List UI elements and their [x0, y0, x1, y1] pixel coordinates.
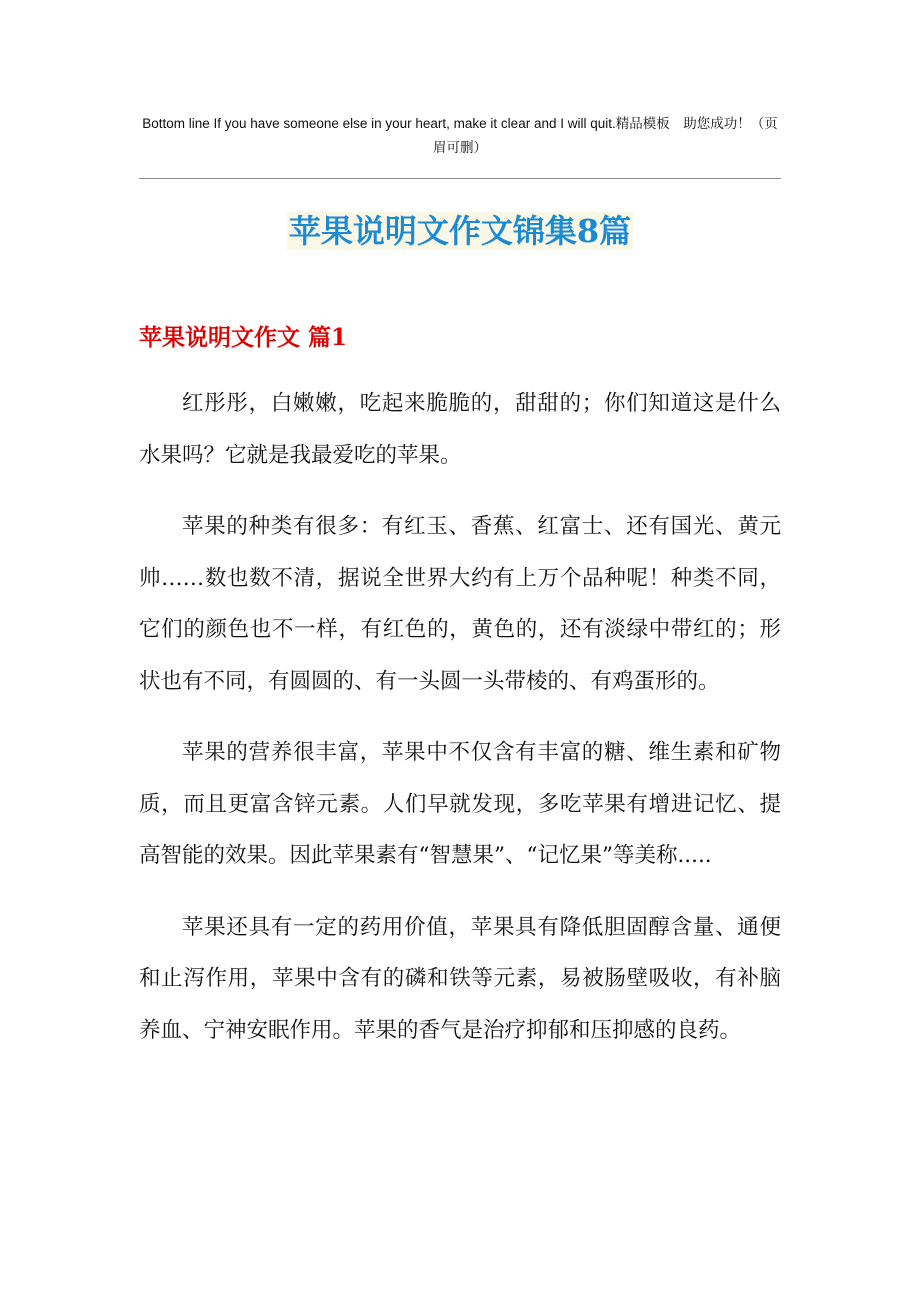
- section-heading: 苹果说明文作文 篇1: [139, 324, 348, 351]
- document-title-text: 苹果说明文作文锦集8篇: [288, 212, 632, 250]
- page-header: [140, 112, 780, 160]
- paragraph: 苹果还具有一定的药用价值，苹果具有降低胆固醇含量、通便和止泻作用，苹果中含有的磷和铁等元素，易被肠壁吸收，有补脑养血、宁神安眠作用。苹果的香气是治疗抑郁和压抑感的良药。: [139, 914, 781, 1043]
- paragraph: 红彤彤，白嫩嫩，吃起来脆脆的，甜甜的；你们知道这是什么水果吗？它就是我最爱吃的苹果。: [139, 391, 781, 468]
- paragraph: 苹果的营养很丰富，苹果中不仅含有丰富的糖、维生素和矿物质，而且更富含锌元素。人们早就发现，多吃苹果有增进记忆、提高智能的效果。因此苹果素有“智慧果”、“记忆果”等美称.....: [139, 740, 781, 868]
- paragraph: 苹果的种类有很多：有红玉、香蕉、红富士、还有国光、黄元帅……数也数不清，据说全世界大约有上万个品种呢！种类不同，它们的颜色也不一样，有红色的，黄色的，还有淡绿中带红的；形状也有不同，有圆圆的、有一头圆一头带棱的、有鸡蛋形的。: [139, 514, 781, 694]
- document-body: [139, 378, 781, 1076]
- document-title: [0, 205, 920, 257]
- header-divider: [139, 178, 781, 179]
- header-text: Bottom line If you have someone else in your heart, make it clear and I will quit.精品模板 助您成功！（页眉可删）: [142, 116, 778, 155]
